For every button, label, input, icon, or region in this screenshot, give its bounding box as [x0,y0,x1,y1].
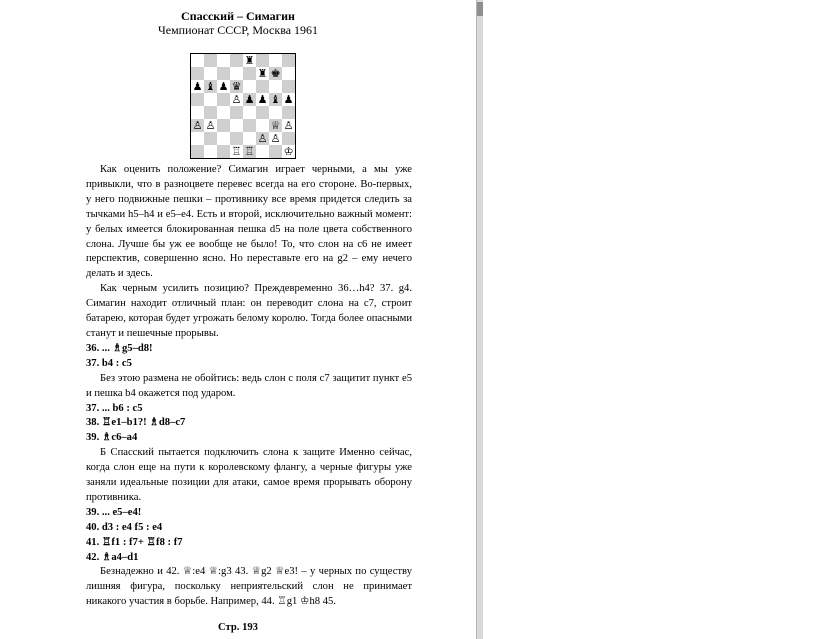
board-square [191,67,204,80]
board-square: ♝ [205,80,216,93]
move-38: 38. ♖e1–b1?! ♗d8–c7 [86,417,186,429]
board-square [204,106,217,119]
board-square [217,145,230,158]
board-square: ♜ [244,54,255,67]
board-square [191,106,204,119]
move-41: 41. ♖f1 : f7+ ♖f8 : f7 [86,536,183,548]
board-square [217,54,230,67]
board-square [217,132,230,145]
paragraph-5: Безнадежно и 42. ♕:e4 ♕:g3 43. ♕g2 ♕e3! – у черных по существу лишняя фигура, поскольку неприятельский слон не принимает никакого участия в борьбе. Например, 44. ♖g1 ♔h8 45. [86,566,412,608]
board-square: ♜ [257,67,268,80]
board-square: ♕ [270,119,281,132]
board-square [217,67,230,80]
board-square [191,93,204,106]
move-37: 37. b4 : c5 [86,357,132,369]
board-square: ♖ [244,145,255,158]
paragraph-3: Без этою размена не обойтись: ведь слон с поля c7 защитит пункт e5 и пешка b4 окажется под ударом. [86,372,412,399]
board-square [282,54,295,67]
board-square [243,106,256,119]
paragraph-4: Б Спасский пытается подключить слона к защите Именно сейчас, когда слон еще на пути к королевскому флангу, а черные фигуры уже заняли идеальные позиции для атаки, самое время прорывать оборону противника. [86,447,412,503]
move-42: 42. ♗a4–d1 [86,551,139,563]
move-36: 36. ... ♗g5–d8! [86,342,153,354]
move-39: 39. ♗c6–a4 [86,432,138,444]
board-square [217,106,230,119]
game-subtitle: Чемпионат СССР, Москва 1961 [157,23,319,37]
board-square: ♟ [192,80,203,93]
board-square [230,132,243,145]
board-square [256,145,269,158]
board-square: ♝ [270,93,281,106]
board-square [282,106,295,119]
board-square: ♙ [283,119,294,132]
board-square [269,106,282,119]
board-square: ♙ [270,132,281,145]
board-square: ♙ [192,119,203,132]
board-square: ♔ [283,145,294,158]
board-square [191,54,204,67]
board-square: ♟ [283,93,294,106]
board-square [243,67,256,80]
board-square [191,132,204,145]
board-square [282,132,295,145]
move-37b: 37. ... b6 : c5 [86,402,143,414]
vertical-scrollbar[interactable] [476,0,483,639]
board-square [256,106,269,119]
board-square [256,80,269,93]
paragraph-1: Как оценить положение? Симагин играет черными, а мы уже привыкли, что в разноцвете перевес всегда на его стороне. Во-первых, у него подвижные пешки – противнику все время придется следить за тычками h5–h4 и e5–e4. Есть и второй, исключительно важный момент: у белых имеется блокированная пешка d5 на поле цвета собственного слона. Лучше бы уж ее вообще не было! То, что слон на c6 не имеет перспектив, совершенно ясно. Но переставьте его на g2 – ему нечего делать и здесь. [86,164,412,280]
paragraph-2: Как черным усилить позицию? Преждевременно 36…h4? 37. g4. Симагин находит отличный план: он переводит слона на c7, строит батарею, которая будет угрожать белому королю. Тогда более опасными станут и пешечные прорывы. [86,283,412,339]
board-square: ♖ [231,145,242,158]
move-39b: 39. ... e5–e4! [86,506,142,518]
board-square: ♛ [231,80,242,93]
board-square [204,67,217,80]
board-square [204,132,217,145]
commentary-text [86,163,412,610]
board-square: ♟ [257,93,268,106]
board-square: ♟ [218,80,229,93]
board-square: ♟ [244,93,255,106]
board-square [204,54,217,67]
board-square [256,54,269,67]
board-square: ♙ [231,93,242,106]
board-square [269,80,282,93]
board-square [256,119,269,132]
scrollbar-thumb[interactable] [477,2,483,16]
board-square [230,54,243,67]
page-number: Стр. 193 [218,622,258,633]
board-square [191,145,204,158]
board-square [204,145,217,158]
board-square [217,119,230,132]
chess-diagram [190,53,296,159]
board-square [282,67,295,80]
board-square [204,93,217,106]
board-square [230,119,243,132]
board-square [269,145,282,158]
game-title: Спасский – Симагин [181,9,295,23]
board-square [269,54,282,67]
board-square [243,80,256,93]
board-square: ♙ [205,119,216,132]
board-square: ♙ [257,132,268,145]
board-square: ♚ [270,67,281,80]
board-square [282,80,295,93]
move-40: 40. d3 : e4 f5 : e4 [86,521,163,533]
board-square [230,67,243,80]
board-square [217,93,230,106]
board-square [230,106,243,119]
board-square [243,132,256,145]
board-square [243,119,256,132]
